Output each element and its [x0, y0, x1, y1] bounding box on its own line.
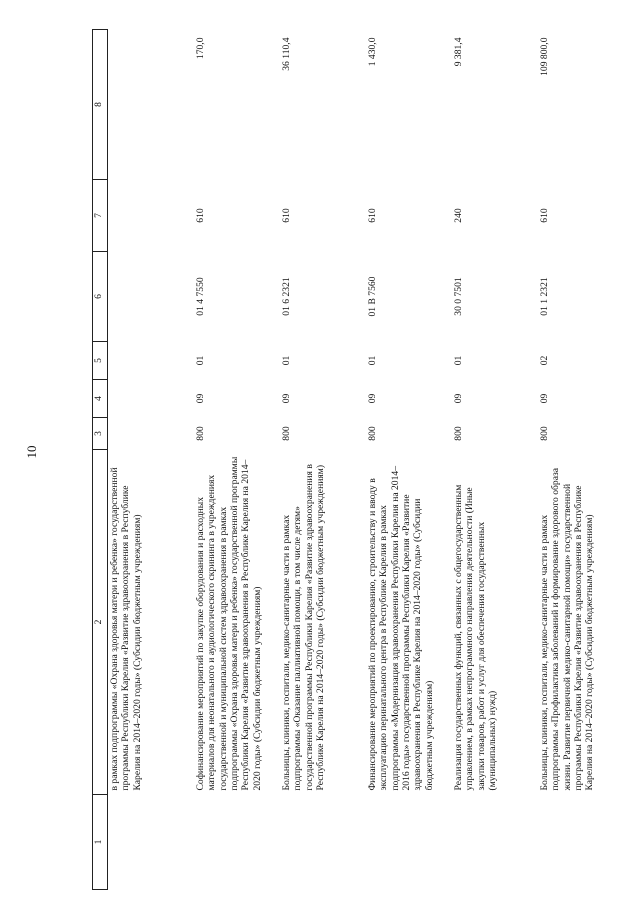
column-header-4: 4	[93, 380, 108, 418]
cell-col7: 610	[195, 208, 206, 223]
column-header-3: 3	[93, 418, 108, 450]
cell-name: Финансирование мероприятий по проектированию, строительству и вводу в эксплуатацию перинатального центра в Республике Карелия в рамках подпрограммы «Модернизация здравоохранения Республики Карелия на 2014–2016 годы» государственной программы Республики Карелия «Развитие здравоохранения в Республике Карелия на 2014–2020 годы» (Субсидии бюджетным учреждениям)	[367, 466, 435, 791]
cell-col6: 01 4 7550	[195, 277, 206, 316]
budget-table	[92, 29, 640, 890]
cell-col5: 01	[453, 355, 464, 366]
cell-amount: 170,0	[195, 37, 206, 60]
cell-col3: 800	[539, 426, 550, 441]
column-header-6: 6	[93, 252, 108, 342]
table-row	[538, 30, 640, 890]
cell-name: Реализация государственных функций, связанных с общегосударственным управлением, в рамках непрограммного направления деятельности (Иные закупки товаров, работ и услуг для обеспечения государственных (муниципальных) нужд)	[453, 484, 498, 791]
cell-col7	[108, 180, 195, 252]
column-header-7: 7	[93, 180, 108, 252]
table-row	[452, 30, 538, 890]
cell-col3: 800	[281, 426, 292, 441]
cell-col5	[108, 342, 195, 380]
cell-col1	[452, 795, 538, 890]
cell-col1	[366, 795, 452, 890]
cell-name: в рамках подпрограммы «Охрана здоровья матери и ребенка» государственной программы Республики Карелия «Развитие здравоохранения в Республике Карелия на 2014–2020 годы» (Субсидии бюджетным учреждениям)	[109, 467, 143, 791]
cell-col7: 610	[367, 208, 378, 223]
cell-col6: 01 6 2321	[281, 277, 292, 316]
cell-amount: 109 800,0	[539, 37, 550, 76]
cell-col7: 240	[453, 208, 464, 223]
table-row	[366, 30, 452, 890]
cell-amount: 9 381,4	[453, 37, 464, 67]
cell-col7: 610	[281, 208, 292, 223]
cell-col3: 800	[453, 426, 464, 441]
cell-name: Больницы, клиники, госпитали, медико-санитарные части в рамках подпрограммы «Профилактика заболеваний и формирование здорового образа жизни. Развитие первичной медико-санитарной помощи» государственной программы Республики Карелия «Развитие здравоохранения в Республике Карелия на 2014–2020 годы» (Субсидии бюджетным учреждениям)	[539, 468, 596, 791]
cell-col4: 09	[367, 393, 378, 404]
cell-col4: 09	[281, 393, 292, 404]
cell-name: Софинансирование мероприятий по закупке оборудования и расходных материалов для неонатального и аудиологического скрининга в учреждениях государственной и муниципальной систем здравоохранения в рамках подпрограммы «Охрана здоровья матери и ребенка» государственной программы Республики Карелия «Развитие здравоохранения в Республике Карелия на 2014–2020 годы» (Субсидии бюджетным учреждениям)	[195, 456, 263, 791]
table-row	[280, 30, 366, 890]
cell-col1	[108, 795, 195, 890]
cell-col5: 01	[367, 355, 378, 366]
cell-col4	[108, 380, 195, 418]
cell-col5: 02	[539, 355, 550, 366]
header-row	[93, 30, 108, 890]
cell-amount: 36 110,4	[281, 37, 292, 71]
cell-col6: 01 1 2321	[539, 277, 550, 316]
cell-col1	[280, 795, 366, 890]
cell-col1	[538, 795, 640, 890]
cell-col5: 01	[281, 355, 292, 366]
cell-amount: 1 430,0	[367, 37, 378, 67]
cell-col3	[108, 418, 195, 450]
cell-col4: 09	[453, 393, 464, 404]
cell-col7: 610	[539, 208, 550, 223]
column-header-5: 5	[93, 342, 108, 380]
cell-col6: 30 0 7501	[453, 277, 464, 316]
cell-col1	[194, 795, 280, 890]
cell-col3: 800	[367, 426, 378, 441]
cell-col5: 01	[195, 355, 206, 366]
cell-col4: 09	[539, 393, 550, 404]
page-number: 10	[24, 445, 39, 459]
column-header-8: 8	[93, 30, 108, 180]
column-header-1: 1	[93, 795, 108, 890]
column-header-2: 2	[93, 450, 108, 795]
cell-col6	[108, 252, 195, 342]
table-rotation-frame	[92, 30, 627, 890]
cell-col6: 01 В 7560	[367, 276, 378, 317]
cell-amount	[108, 30, 195, 180]
cell-name: Больницы, клиники, госпитали, медико-санитарные части в рамках подпрограммы «Оказание паллиативной помощи, в том числе детям» государственной программы Республики Карелия «Развитие здравоохранения в Республике Карелия на 2014–2020 годы» (Субсидии бюджетным учреждениям)	[281, 464, 326, 791]
table-row	[108, 30, 195, 890]
cell-col4: 09	[195, 393, 206, 404]
cell-col3: 800	[195, 426, 206, 441]
table-row	[194, 30, 280, 890]
